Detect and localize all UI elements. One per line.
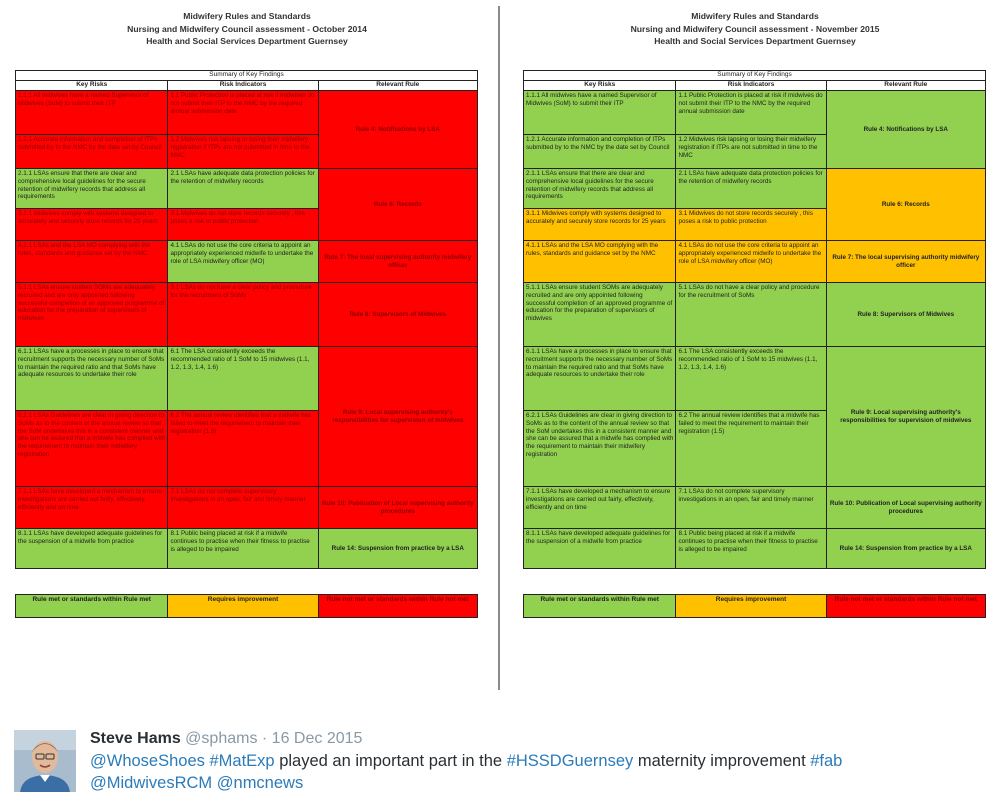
col-header-relevant-rule: Relevant Rule	[318, 81, 477, 91]
hashtag-hssdguernsey[interactable]: #HSSDGuernsey	[506, 752, 634, 770]
mention-midwivesrcm[interactable]: @MidwivesRCM	[90, 774, 213, 792]
indicator-cell: 3.1 Midwives do not store records securely , this poses a risk to public protection	[676, 209, 826, 241]
risk-cell: 8.1.1 LSAs have developed adequate guidelines for the suspension of a midwife from practice	[16, 529, 168, 569]
col-header-risk-indicators: Risk Indicators	[676, 81, 826, 91]
rule-cell-rule-6: Rule 6: Records	[318, 169, 477, 241]
rule-cell-rule-4: Rule 4: Notifications by LSA	[826, 91, 985, 169]
indicator-cell: 1.2 Midwives risk lapsing or losing their midwifery registration if ITPs are not submitted in time to the NMC	[168, 135, 318, 169]
legend-requires-improvement: Requires improvement	[168, 595, 318, 618]
indicator-cell: 1.1 Public Protection is placed at risk if midwives do not submit their ITP to the NMC by the required annual submission date	[676, 91, 826, 135]
risk-cell: 3.1.1 Midwives comply with systems designed to accurately and securely store records for 25 years	[16, 209, 168, 241]
risk-cell: 7.1.1 LSAs have developed a mechanism to ensure investigations are carried out fairly, effectively, efficiently and on time	[16, 487, 168, 529]
indicator-cell: 7.1 LSAs do not complete supervisory investigations in an open, fair and timely manner	[168, 487, 318, 529]
indicator-cell: 5.1 LSAs do not have a clear policy and procedure for the recruitment of SoMs	[168, 283, 318, 347]
legend-met: Rule met or standards within Rule met	[16, 595, 168, 618]
risk-cell: 1.2.1 Accurate information and completion of ITPs submitted by to the NMC by the date set by Council	[16, 135, 168, 169]
hashtag-fab[interactable]: #fab	[810, 752, 843, 770]
rule-cell-rule-4: Rule 4: Notifications by LSA	[318, 91, 477, 169]
key-findings-table	[15, 70, 478, 569]
indicator-cell: 4.1 LSAs do not use the core criteria to appoint an appropriately experienced midwife to undertake the role of LSA midwifery officer (MO)	[168, 241, 318, 283]
key-findings-table	[523, 70, 986, 569]
tweet-author-name[interactable]: Steve Hams	[90, 730, 181, 747]
risk-cell: 6.2.1 LSAs Guidelines are clear in giving direction to SoMs as to the content of the annual review so that the SoM undertakes this in a consistent manner and she can be assured that a midwife has complied with the requirement to maintain their midwifery registration	[524, 411, 676, 487]
risk-cell: 2.1.1 LSAs ensure that there are clear and comprehensive local guidelines for the secure retention of midwifery records that address all requirements	[16, 169, 168, 209]
col-header-key-risks: Key Risks	[524, 81, 676, 91]
doc-title: Midwifery Rules and Standards	[183, 11, 311, 21]
indicator-cell: 3.1 Midwives do not store records securely , this poses a risk to public protection	[168, 209, 318, 241]
risk-cell: 1.1.1 All midwives have a named Supervisor of Midwives (SoM) to submit their ITP	[524, 91, 676, 135]
mention-whoseshoes[interactable]: @WhoseShoes	[90, 752, 205, 770]
col-header-key-risks: Key Risks	[16, 81, 168, 91]
hashtag-matexp[interactable]: #MatExp	[209, 752, 275, 770]
rule-cell-rule-9: Rule 9: Local supervising authority's responsibilities for supervision of midwives	[318, 347, 477, 487]
rule-cell-rule-14: Rule 14: Suspension from practice by a LSA	[318, 529, 477, 569]
indicator-cell: 2.1 LSAs have adequate data protection policies for the retention of midwifery records	[676, 169, 826, 209]
legend-not-met: Rule not met or standards within Rule not met	[318, 595, 477, 618]
risk-cell: 5.1.1 LSAs ensure student SOMs are adequately recruited and are only appointed following successful completion of an approved programme of education for the preparation of supervisors of midwives	[524, 283, 676, 347]
rule-cell-rule-8: Rule 8: Supervisors of Midwives	[318, 283, 477, 347]
risk-cell: 2.1.1 LSAs ensure that there are clear and comprehensive local guidelines for the secure retention of midwifery records that address all requirements	[524, 169, 676, 209]
indicator-cell: 6.2 The annual review identifies that a midwife has failed to meet the requirement to maintain their registration (1.5)	[676, 411, 826, 487]
tweet-date[interactable]: 16 Dec 2015	[271, 730, 363, 747]
indicator-cell: 6.1 The LSA consistently exceeds the recommended ratio of 1 SoM to 15 midwives (1.1, 1.2, 1.3, 1.4, 1.6)	[676, 347, 826, 411]
rule-cell-rule-10: Rule 10: Publication of Local supervising authority procedures	[318, 487, 477, 529]
table-summary-title: Summary of Key Findings	[16, 71, 478, 81]
tweet-text-part: maternity improvement	[637, 752, 806, 770]
indicator-cell: 8.1 Public being placed at risk if a midwife continues to practise when their fitness to practise is alleged to be impaired	[676, 529, 826, 569]
doc-department: Health and Social Services Department Guernsey	[654, 36, 856, 46]
indicator-cell: 2.1 LSAs have adequate data protection policies for the retention of midwifery records	[168, 169, 318, 209]
legend-table	[523, 594, 986, 618]
doc-department: Health and Social Services Department Guernsey	[146, 36, 348, 46]
document-right-header	[520, 0, 990, 52]
indicator-cell: 7.1 LSAs do not complete supervisory investigations in an open, fair and timely manner	[676, 487, 826, 529]
risk-cell: 1.1.1 All midwives have a named Supervisor of Midwives (SoM) to submit their ITP	[16, 91, 168, 135]
rule-cell-rule-6: Rule 6: Records	[826, 169, 985, 241]
rule-cell-rule-14: Rule 14: Suspension from practice by a LSA	[826, 529, 985, 569]
document-right	[520, 0, 990, 700]
tweet-text	[90, 750, 970, 794]
risk-cell: 6.2.1 LSAs Guidelines are clear in giving direction to SoMs as to the content of the annual review so that the SoM undertakes this in a consistent manner and she can be assured that a midwife has complied with the requirement to maintain their midwifery registration	[16, 411, 168, 487]
risk-cell: 4.1.1 LSAs and the LSA MO complying with the rules, standards and guidance set by the NMC	[16, 241, 168, 283]
doc-title: Midwifery Rules and Standards	[691, 11, 819, 21]
legend-not-met: Rule not met or standards within Rule not met	[826, 595, 985, 618]
indicator-cell: 6.2 The annual review identifies that a midwife has failed to meet the requirement to maintain their registration (1.5)	[168, 411, 318, 487]
document-divider	[498, 6, 500, 690]
tweet-body	[90, 728, 970, 794]
table-summary-title: Summary of Key Findings	[524, 71, 986, 81]
risk-cell: 8.1.1 LSAs have developed adequate guidelines for the suspension of a midwife from practice	[524, 529, 676, 569]
doc-subtitle: Nursing and Midwifery Council assessment - October 2014	[127, 23, 367, 34]
doc-subtitle: Nursing and Midwifery Council assessment - November 2015	[630, 23, 880, 34]
indicator-cell: 8.1 Public being placed at risk if a midwife continues to practise when their fitness to practise is alleged to be impaired	[168, 529, 318, 569]
rule-cell-rule-8: Rule 8: Supervisors of Midwives	[826, 283, 985, 347]
avatar-photo-icon	[14, 730, 76, 792]
risk-cell: 5.1.1 LSAs ensure student SOMs are adequately recruited and are only appointed following successful completion of an approved programme of education for the preparation of supervisors of midwives	[16, 283, 168, 347]
avatar[interactable]	[14, 730, 76, 792]
indicator-cell: 4.1 LSAs do not use the core criteria to appoint an appropriately experienced midwife to undertake the role of LSA midwifery officer (MO)	[676, 241, 826, 283]
risk-cell: 4.1.1 LSAs and the LSA MO complying with the rules, standards and guidance set by the NMC	[524, 241, 676, 283]
tweet-text-part: played an important part in the	[279, 752, 503, 770]
rule-cell-rule-7: Rule 7: The local supervising authority midwifery officer	[318, 241, 477, 283]
risk-cell: 6.1.1 LSAs have a processes in place to ensure that recruitment supports the necessary number of SoMs to maintain the required ratio and that SoMs have adequate resources to undertake their role	[524, 347, 676, 411]
rule-cell-rule-9: Rule 9: Local supervising authority's responsibilities for supervision of midwives	[826, 347, 985, 487]
risk-cell: 6.1.1 LSAs have a processes in place to ensure that recruitment supports the necessary number of SoMs to maintain the required ratio and that SoMs have adequate resources to undertake their role	[16, 347, 168, 411]
risk-cell: 7.1.1 LSAs have developed a mechanism to ensure investigations are carried out fairly, effectively, efficiently and on time	[524, 487, 676, 529]
risk-cell: 1.2.1 Accurate information and completion of ITPs submitted by to the NMC by the date set by Council	[524, 135, 676, 169]
tweet	[14, 728, 984, 800]
indicator-cell: 1.1 Public Protection is placed at risk if midwives do not submit their ITP to the NMC by the required annual submission date	[168, 91, 318, 135]
rule-cell-rule-10: Rule 10: Publication of Local supervising authority procedures	[826, 487, 985, 529]
document-left-header	[12, 0, 482, 52]
legend-table	[15, 594, 478, 618]
col-header-risk-indicators: Risk Indicators	[168, 81, 318, 91]
indicator-cell: 6.1 The LSA consistently exceeds the recommended ratio of 1 SoM to 15 midwives (1.1, 1.2, 1.3, 1.4, 1.6)	[168, 347, 318, 411]
risk-cell: 3.1.1 Midwives comply with systems designed to accurately and securely store records for 25 years	[524, 209, 676, 241]
indicator-cell: 5.1 LSAs do not have a clear policy and procedure for the recruitment of SoMs	[676, 283, 826, 347]
col-header-relevant-rule: Relevant Rule	[826, 81, 985, 91]
tweet-separator: ·	[261, 730, 268, 747]
legend-requires-improvement: Requires improvement	[676, 595, 826, 618]
tweet-author-handle[interactable]: @sphams	[185, 730, 258, 747]
rule-cell-rule-7: Rule 7: The local supervising authority midwifery officer	[826, 241, 985, 283]
tweet-header	[90, 728, 970, 750]
indicator-cell: 1.2 Midwives risk lapsing or losing their midwifery registration if ITPs are not submitted in time to the NMC	[676, 135, 826, 169]
document-left	[12, 0, 482, 700]
legend-met: Rule met or standards within Rule met	[524, 595, 676, 618]
mention-nmcnews[interactable]: @nmcnews	[216, 774, 304, 792]
